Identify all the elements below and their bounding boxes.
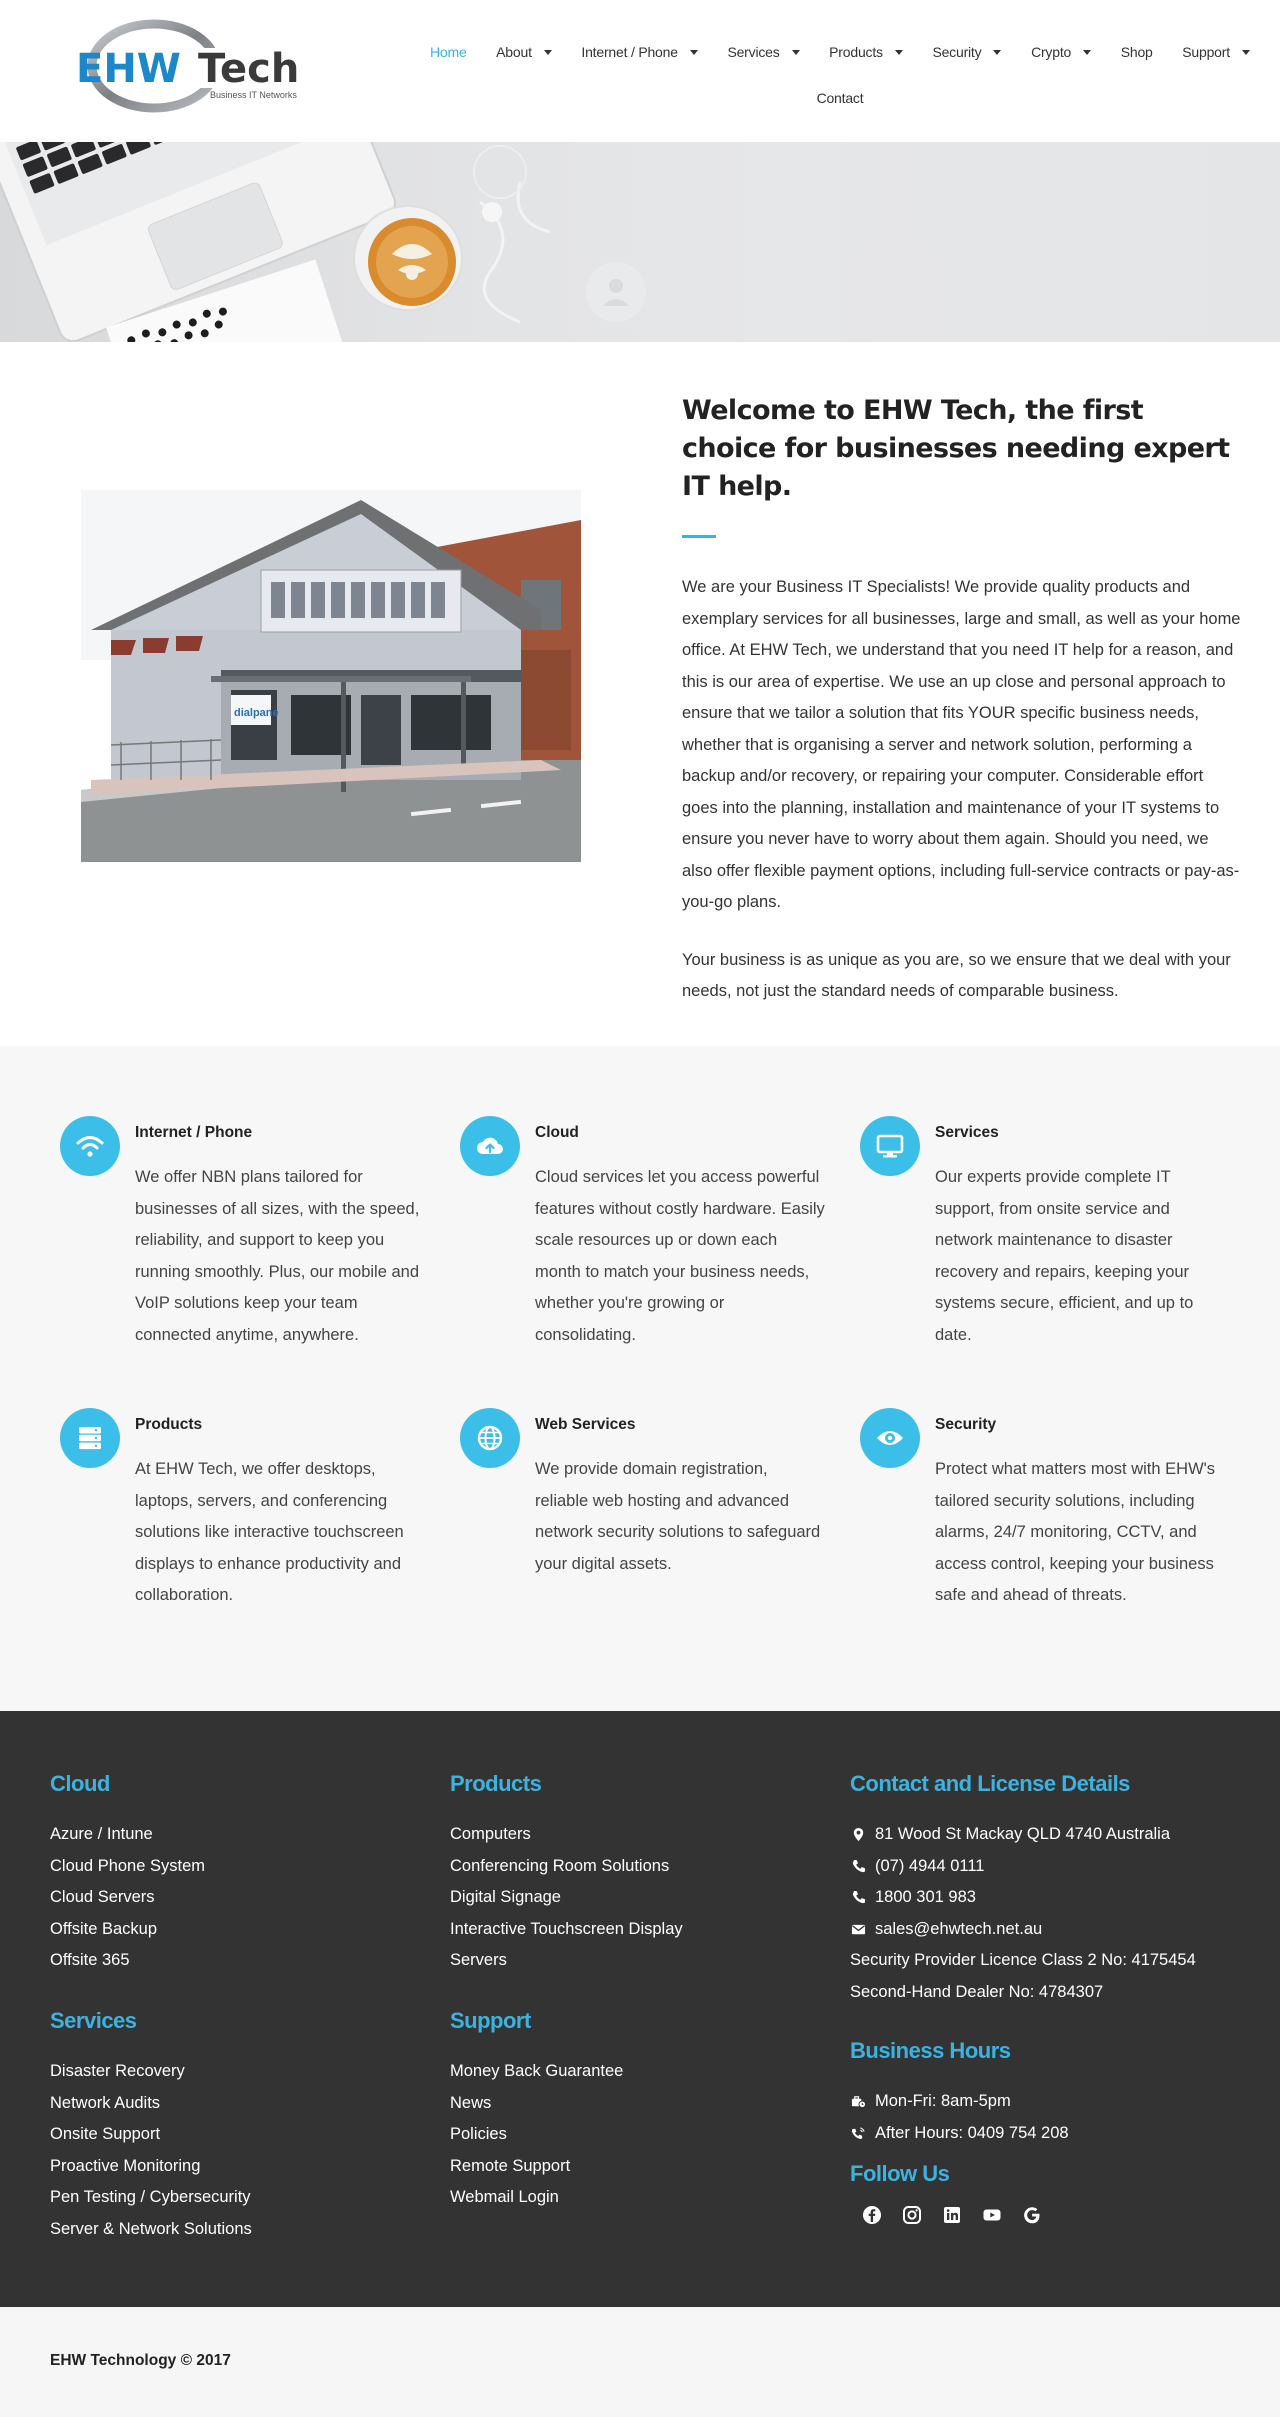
footer-link[interactable]: Offsite 365 [50,1951,130,1969]
footer-contact-column [850,1771,1196,2229]
facebook-icon[interactable] [858,2201,886,2229]
footer-cloud-column [50,1771,205,1977]
footer-link[interactable]: Onsite Support [50,2125,161,2143]
envelope-icon [850,1921,866,1937]
welcome-text-block [682,392,1242,1034]
welcome-section [0,342,1280,1046]
feature-title: Internet / Phone [135,1124,253,1141]
nav-item-contact[interactable] [817,90,864,106]
footer-link[interactable]: Cloud Phone System [50,1856,206,1875]
weekday-hours-line [850,2086,1196,2118]
dealer-text: Second-Hand Dealer No: 4784307 [850,1982,1104,2001]
footer-heading-hours: Business Hours [850,2038,1011,2063]
svg-text:Business IT Networks: Business IT Networks [210,90,297,100]
phone-line-2[interactable] [850,1882,1196,1914]
footer-services-column [50,2008,252,2245]
nav-item-label: Security [932,44,982,60]
phone-text-2: 1800 301 983 [875,1888,976,1906]
phone-icon [850,1890,866,1906]
footer-heading-services: Services [50,2008,137,2033]
feature-text: At EHW Tech, we offer desktops, laptops, servers, and conferencing solutions like interactive touchscreen displays to enhance productivity and collaboration. [135,1460,404,1604]
phone-volume-icon [850,2125,866,2141]
nav-item-internet-phone[interactable] [581,44,697,60]
footer-link[interactable]: Servers [450,1951,507,1969]
hero-banner [0,142,1280,342]
svg-text:Tech: Tech [198,46,300,92]
copyright-text: EHW Technology © 2017 [50,2352,231,2369]
phone-text: (07) 4944 0111 [875,1856,985,1875]
wifi-icon [60,1116,120,1176]
nav-item-label: Products [829,44,883,60]
nav-item-services[interactable] [727,44,799,60]
globe-icon [460,1408,520,1468]
cloud-upload-icon [460,1116,520,1176]
caret-down-icon [895,50,903,55]
feature-text: Our experts provide complete IT support, from onsite service and network maintenance to disaster recovery and repairs, keeping your systems secure, efficient, and up to date. [935,1168,1194,1344]
nav-item-shop[interactable] [1121,44,1153,60]
nav-item-crypto[interactable] [1031,44,1091,60]
after-hours-text: After Hours: 0409 754 208 [875,2123,1069,2142]
nav-item-support[interactable] [1182,44,1250,60]
nav-item-products[interactable] [829,44,903,60]
feature-text: We provide domain registration, reliable web hosting and advanced network security solutions to safeguard your digital assets. [535,1460,821,1573]
bottom-bar [0,2307,1280,2417]
caret-down-icon [792,50,800,55]
welcome-paragraph-2: Your business is as unique as you are, so we ensure that we deal with your needs, not just the standard needs of comparable business. [682,950,1231,1000]
footer-products-column [450,1771,683,1977]
desktop-icon [860,1116,920,1176]
business-time-icon [850,2094,866,2110]
svg-text:EHW: EHW [76,46,181,92]
welcome-heading: Welcome to EHW Tech, the first choice for businesses needing expert IT help. [682,395,1230,502]
footer-link[interactable]: Azure / Intune [50,1825,153,1843]
site-header [0,0,1280,142]
nav-item-label: Crypto [1031,44,1072,60]
footer-link[interactable]: Cloud Servers [50,1888,155,1906]
footer-link[interactable]: Interactive Touchscreen Display [450,1919,683,1938]
feature-title: Services [935,1124,999,1141]
caret-down-icon [1083,50,1091,55]
feature-title: Web Services [535,1416,636,1433]
hero-image [0,142,1280,342]
caret-down-icon [1242,50,1250,55]
svg-text:dialpane: dialpane [234,707,279,719]
main-nav [430,36,1250,114]
nav-item-about[interactable] [496,44,552,60]
footer-link[interactable]: Offsite Backup [50,1919,158,1938]
footer-link[interactable]: Proactive Monitoring [50,2156,201,2175]
feature-title: Products [135,1416,203,1433]
nav-item-label: Contact [816,90,864,106]
phone-icon [850,1858,866,1874]
footer-link[interactable]: Computers [450,1825,531,1843]
footer-link[interactable]: Server & Network Solutions [50,2219,252,2238]
feature-text: We offer NBN plans tailored for businesses of all sizes, with the speed, reliability, and support to keep you running smoothly. Plus, our mobile and VoIP solutions keep your team connected anytime, anywhere. [135,1168,420,1344]
footer-link[interactable]: Money Back Guarantee [450,2062,624,2080]
licence-text: Security Provider Licence Class 2 No: 4175454 [850,1951,1196,1969]
footer-link[interactable]: Pen Testing / Cybersecurity [50,2188,251,2206]
accent-divider [682,535,716,538]
address-text: 81 Wood St Mackay QLD 4740 Australia [875,1825,1171,1843]
server-icon [60,1408,120,1468]
site-footer [0,1711,1280,2307]
footer-link[interactable]: Network Audits [50,2093,161,2112]
address-line [850,1819,1196,1851]
nav-item-home[interactable] [430,44,467,60]
caret-down-icon [544,50,552,55]
footer-link[interactable]: Webmail Login [450,2188,559,2206]
footer-heading-support: Support [450,2008,531,2033]
logo[interactable] [72,18,322,114]
google-icon[interactable] [1018,2201,1046,2229]
nav-item-security[interactable] [932,44,1001,60]
footer-heading-follow: Follow Us [850,2161,950,2186]
feature-text: Protect what matters most with EHW's tailored security solutions, including alarms, 24/7 monitoring, CCTV, and access control, keeping your business safe and ahead of threats. [935,1460,1216,1604]
logo-graphic [72,18,322,114]
email-text: sales@ehwtech.net.au [875,1919,1043,1938]
linkedin-icon[interactable] [938,2201,966,2229]
caret-down-icon [690,50,698,55]
features-section [0,1046,1280,1711]
weekday-hours-text: Mon-Fri: 8am-5pm [875,2092,1011,2110]
nav-item-label: Home [430,44,467,60]
footer-link[interactable]: Remote Support [450,2156,571,2175]
feature-title: Security [935,1416,997,1433]
social-icons [858,2201,1196,2229]
youtube-icon[interactable] [978,2201,1006,2229]
footer-support-column [450,2008,623,2214]
nav-item-label: Shop [1120,44,1153,60]
phone-line[interactable] [850,1851,1196,1883]
footer-heading-contact: Contact and License Details [850,1771,1130,1796]
nav-item-label: Internet / Phone [581,44,678,60]
footer-link[interactable]: Disaster Recovery [50,2062,185,2080]
footer-heading-cloud: Cloud [50,1771,110,1796]
footer-link[interactable]: News [450,2093,492,2112]
nav-item-label: About [496,44,532,60]
footer-heading-products: Products [450,1771,542,1796]
after-hours-line [850,2118,1196,2150]
footer-link[interactable]: Digital Signage [450,1888,561,1906]
email-line[interactable] [850,1914,1196,1946]
feature-title: Cloud [535,1124,579,1141]
nav-item-label: Services [727,44,780,60]
office-building-image [81,490,581,862]
footer-link[interactable]: Policies [450,2125,507,2143]
instagram-icon[interactable] [898,2201,926,2229]
feature-text: Cloud services let you access powerful features without costly hardware. Easily scale resources up or down each month to match your business needs, whether you're growing or consolidating. [535,1168,825,1344]
map-marker-icon [850,1827,866,1843]
caret-down-icon [993,50,1001,55]
welcome-paragraph-1: We are your Business IT Specialists! We provide quality products and exemplary services for all businesses, large and small, as well as your home office. At EHW Tech, we understand that you need IT help for a reason, and this is our area of expertise. We use an up close and personal approach to ensure that we tailor a solution that fits YOUR specific business needs, whether that is organising a server and network solution, performing a backup and/or recovery, or repairing your computer. Considerable effort goes into the planning, installation and maintenance of your IT systems to ensure you never have to worry about them again. Should you need, we also offer flexible payment options, including full-service contracts or pay-as-you-go plans. [682,578,1241,911]
nav-item-label: Support [1182,44,1230,60]
footer-link[interactable]: Conferencing Room Solutions [450,1856,670,1875]
eye-icon [860,1408,920,1468]
